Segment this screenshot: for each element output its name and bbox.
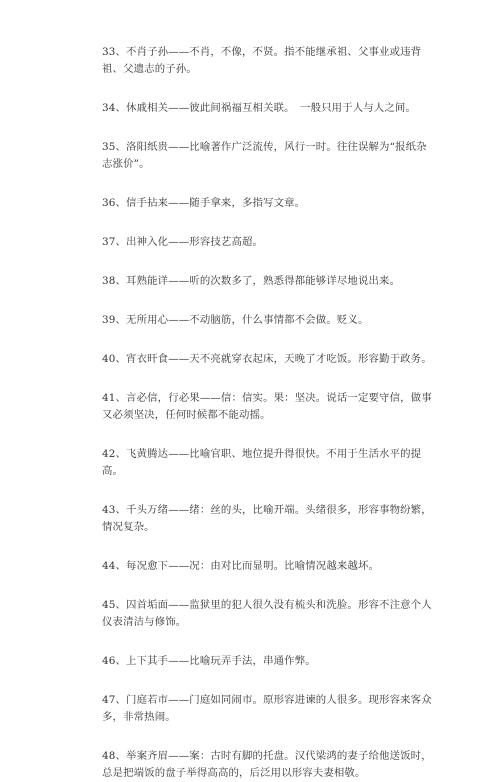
list-item: 48、举案齐眉——案：古时有脚的托盘。汉代梁鸿的妻子给他送饭时，总是把端饭的盘子举得高高的，后泛用以形容夫妻相敬。 bbox=[102, 750, 432, 779]
list-item: 46、上下其手——比喻玩弄手法，串通作弊。 bbox=[102, 655, 316, 667]
list-item: 45、囚首垢面——监狱里的犯人很久没有梳头和洗脸。形容不注意个人仪表清洁与修饰。 bbox=[102, 599, 432, 628]
list-item: 44、每况愈下——况：由对比而显明。比喻情况越来越坏。 bbox=[102, 560, 380, 572]
list-item: 34、休戚相关——彼此间祸福互相关联。 一般只用于人与人之间。 bbox=[102, 102, 416, 114]
list-item: 36、信手拈来——随手拿来，多指写文章。 bbox=[102, 197, 306, 209]
list-item: 47、门庭若市——门庭如同闹市。原形容进谏的人很多。现形容来客众多，非常热闹。 bbox=[102, 694, 432, 723]
list-item: 43、千头万绪——绪：丝的头，比喻开端。头绪很多，形容事物纷繁，情况复杂。 bbox=[102, 504, 432, 533]
list-item: 37、出神入化——形容技艺高超。 bbox=[102, 236, 264, 248]
list-item: 33、不肖子孙——不肖，不像，不贤。指不能继承祖、父事业或违背祖、父遗志的子孙。 bbox=[102, 46, 422, 75]
list-item: 39、无所用心——不动脑筋，什么事情都不会做。贬义。 bbox=[102, 314, 369, 326]
list-item: 40、宵衣旰食——天不亮就穿衣起床，天晚了才吃饭。形容勤于政务。 bbox=[102, 353, 432, 365]
list-item: 38、耳熟能详——听的次数多了，熟悉得都能够详尽地说出来。 bbox=[102, 275, 401, 287]
list-item: 35、洛阳纸贵——比喻著作广泛流传，风行一时。往往误解为“报纸杂志涨价”。 bbox=[102, 141, 427, 170]
idiom-list bbox=[102, 44, 432, 782]
list-item: 41、言必信，行必果——信：信实。果：坚决。说话一定要守信，做事又必须坚决，任何时候都不能动摇。 bbox=[102, 392, 432, 421]
list-item: 42、飞黄腾达——比喻官职、地位提升得很快。不用于生活水平的提高。 bbox=[102, 448, 422, 477]
